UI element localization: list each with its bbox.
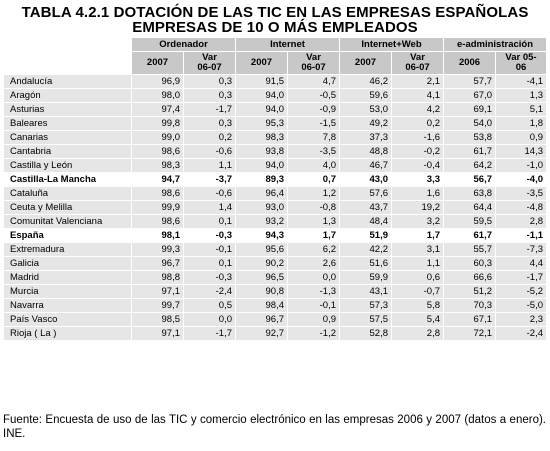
table-cell: 4,1 xyxy=(392,89,444,103)
table-cell: -2,4 xyxy=(184,285,236,299)
table-cell: 2,6 xyxy=(288,257,340,271)
table-cell: -1,3 xyxy=(288,285,340,299)
table-cell: 0,3 xyxy=(184,117,236,131)
table-row xyxy=(4,327,547,341)
table-cell: 90,2 xyxy=(236,257,288,271)
data-table xyxy=(3,37,547,341)
table-cell: 0,9 xyxy=(288,313,340,327)
table-cell: 2,8 xyxy=(496,215,547,229)
table-cell: -0,1 xyxy=(288,299,340,313)
table-cell: 43,0 xyxy=(340,173,392,187)
table-cell: 0,3 xyxy=(184,89,236,103)
header-sub-cell: Var 06-07 xyxy=(184,52,236,75)
title-line-2: EMPRESAS DE 10 O MÁS EMPLEADOS xyxy=(132,19,418,36)
row-label: Cantabria xyxy=(4,145,132,159)
table-cell: -0,3 xyxy=(184,271,236,285)
header-sub-cell: 2007 xyxy=(340,52,392,75)
row-label: Castilla-La Mancha xyxy=(4,173,132,187)
table-cell: -0,7 xyxy=(392,285,444,299)
table-cell: 0,5 xyxy=(184,299,236,313)
table-cell: 1,4 xyxy=(184,201,236,215)
table-cell: 99,0 xyxy=(132,131,184,145)
row-label: Comunitat Valenciana xyxy=(4,215,132,229)
table-cell: 72,1 xyxy=(444,327,496,341)
table-cell: 93,2 xyxy=(236,215,288,229)
table-row xyxy=(4,201,547,215)
table-row xyxy=(4,117,547,131)
table-cell: 97,4 xyxy=(132,103,184,117)
table-cell: 0,3 xyxy=(184,75,236,89)
table-cell: 0,1 xyxy=(184,215,236,229)
row-label: Castilla y León xyxy=(4,159,132,173)
table-cell: -1,7 xyxy=(496,271,547,285)
row-label: Baleares xyxy=(4,117,132,131)
row-label: Aragón xyxy=(4,89,132,103)
table-cell: 99,9 xyxy=(132,201,184,215)
table-cell: -0,6 xyxy=(184,187,236,201)
table-cell: 46,2 xyxy=(340,75,392,89)
table-cell: -3,5 xyxy=(288,145,340,159)
table-cell: -1,0 xyxy=(496,159,547,173)
table-cell: 94,7 xyxy=(132,173,184,187)
table-cell: 64,2 xyxy=(444,159,496,173)
table-cell: 48,4 xyxy=(340,215,392,229)
header-group-e-administracion: e-administración xyxy=(444,38,547,52)
table-cell: -0,9 xyxy=(288,103,340,117)
table-cell: 3,2 xyxy=(392,215,444,229)
table-cell: 1,8 xyxy=(496,117,547,131)
table-cell: -0,4 xyxy=(392,159,444,173)
table-cell: -0,8 xyxy=(288,201,340,215)
table-row xyxy=(4,89,547,103)
table-cell: 1,3 xyxy=(288,215,340,229)
table-cell: 1,7 xyxy=(288,229,340,243)
table-cell: -1,1 xyxy=(496,229,547,243)
table-cell: 1,2 xyxy=(288,187,340,201)
row-label: Navarra xyxy=(4,299,132,313)
table-row xyxy=(4,313,547,327)
title-line-1: TABLA 4.2.1 DOTACIÓN DE LAS TIC EN LAS EMPRESAS ESPAÑOLAS xyxy=(21,4,529,21)
table-cell: 0,2 xyxy=(392,117,444,131)
table-row xyxy=(4,243,547,257)
header-sub-cell: Var 05- 06 xyxy=(496,52,547,75)
table-cell: 60,3 xyxy=(444,257,496,271)
table-row xyxy=(4,131,547,145)
table-cell: -2,4 xyxy=(496,327,547,341)
table-cell: 99,3 xyxy=(132,243,184,257)
table-cell: 6,2 xyxy=(288,243,340,257)
table-cell: -0,3 xyxy=(184,229,236,243)
table-cell: 56,7 xyxy=(444,173,496,187)
table-cell: 96,7 xyxy=(132,257,184,271)
table-cell: 1,7 xyxy=(392,229,444,243)
row-label: Cataluña xyxy=(4,187,132,201)
table-cell: 66,6 xyxy=(444,271,496,285)
table-row xyxy=(4,75,547,89)
row-label: Asturias xyxy=(4,103,132,117)
table-row xyxy=(4,299,547,313)
table-cell: 5,4 xyxy=(392,313,444,327)
table-cell: 53,0 xyxy=(340,103,392,117)
table-cell: 48,8 xyxy=(340,145,392,159)
table-cell: 59,6 xyxy=(340,89,392,103)
table-cell: 97,1 xyxy=(132,285,184,299)
table-cell: 67,1 xyxy=(444,313,496,327)
table-cell: 57,5 xyxy=(340,313,392,327)
table-cell: 3,1 xyxy=(392,243,444,257)
table-cell: 2,3 xyxy=(496,313,547,327)
table-row xyxy=(4,187,547,201)
table-cell: 67,0 xyxy=(444,89,496,103)
table-cell: 98,6 xyxy=(132,215,184,229)
table-cell: 63,8 xyxy=(444,187,496,201)
table-cell: 1,1 xyxy=(392,257,444,271)
table-body xyxy=(4,75,547,341)
table-cell: 53,8 xyxy=(444,131,496,145)
table-cell: -7,3 xyxy=(496,243,547,257)
table-cell: 93,8 xyxy=(236,145,288,159)
table-cell: -3,5 xyxy=(496,187,547,201)
table-cell: 42,2 xyxy=(340,243,392,257)
row-label: Galicia xyxy=(4,257,132,271)
table-cell: 98,6 xyxy=(132,145,184,159)
table-cell: 1,6 xyxy=(392,187,444,201)
table-cell: 43,1 xyxy=(340,285,392,299)
table-cell: -1,5 xyxy=(288,117,340,131)
table-cell: 51,2 xyxy=(444,285,496,299)
table-row xyxy=(4,145,547,159)
table-cell: 0,0 xyxy=(184,313,236,327)
table-cell: -1,7 xyxy=(184,103,236,117)
table-cell: -1,6 xyxy=(392,131,444,145)
table-cell: 2,1 xyxy=(392,75,444,89)
table-cell: 4,0 xyxy=(288,159,340,173)
table-row xyxy=(4,285,547,299)
table-cell: -0,5 xyxy=(288,89,340,103)
table-cell: -4,1 xyxy=(496,75,547,89)
table-cell: 90,8 xyxy=(236,285,288,299)
table-cell: 19,2 xyxy=(392,201,444,215)
row-label: Madrid xyxy=(4,271,132,285)
table-cell: -0,6 xyxy=(184,145,236,159)
table-cell: 94,0 xyxy=(236,103,288,117)
table-cell: 1,1 xyxy=(184,159,236,173)
table-cell: 2,8 xyxy=(392,327,444,341)
table-cell: 97,1 xyxy=(132,327,184,341)
row-label: España xyxy=(4,229,132,243)
table-cell: 55,7 xyxy=(444,243,496,257)
table-cell: 96,4 xyxy=(236,187,288,201)
table-row xyxy=(4,271,547,285)
table-title xyxy=(0,0,550,35)
table-cell: 1,3 xyxy=(496,89,547,103)
table-cell: 96,9 xyxy=(132,75,184,89)
table-cell: 99,8 xyxy=(132,117,184,131)
table-cell: 93,0 xyxy=(236,201,288,215)
table-cell: 89,3 xyxy=(236,173,288,187)
table-cell: 61,7 xyxy=(444,229,496,243)
table-cell: 98,5 xyxy=(132,313,184,327)
row-label: Murcia xyxy=(4,285,132,299)
header-group-ordenador: Ordenador xyxy=(132,38,236,52)
row-label: Extremadura xyxy=(4,243,132,257)
table-cell: 98,4 xyxy=(236,299,288,313)
table-row xyxy=(4,173,547,187)
table-cell: 59,9 xyxy=(340,271,392,285)
table-cell: 7,8 xyxy=(288,131,340,145)
table-cell: 3,3 xyxy=(392,173,444,187)
table-cell: 94,0 xyxy=(236,159,288,173)
header-sub-cell: 2007 xyxy=(236,52,288,75)
table-row xyxy=(4,229,547,243)
table-cell: 61,7 xyxy=(444,145,496,159)
table-cell: 96,5 xyxy=(236,271,288,285)
table-cell: 52,8 xyxy=(340,327,392,341)
row-label: País Vasco xyxy=(4,313,132,327)
table-cell: 91,5 xyxy=(236,75,288,89)
table-cell: 57,3 xyxy=(340,299,392,313)
header-sub-cell: 2006 xyxy=(444,52,496,75)
table-cell: 0,6 xyxy=(392,271,444,285)
header-sub-row xyxy=(4,52,547,75)
table-cell: 54,0 xyxy=(444,117,496,131)
table-cell: 37,3 xyxy=(340,131,392,145)
table-cell: 4,4 xyxy=(496,257,547,271)
table-cell: -0,2 xyxy=(392,145,444,159)
table-cell: 98,1 xyxy=(132,229,184,243)
row-label: Ceuta y Melilla xyxy=(4,201,132,215)
header-corner-2 xyxy=(4,52,132,75)
header-group-internet-web: Internet+Web xyxy=(340,38,444,52)
header-sub-cell: Var 06-07 xyxy=(392,52,444,75)
table-cell: 46,7 xyxy=(340,159,392,173)
table-cell: 94,3 xyxy=(236,229,288,243)
table-row xyxy=(4,103,547,117)
table-cell: 57,6 xyxy=(340,187,392,201)
table-cell: 92,7 xyxy=(236,327,288,341)
header-corner xyxy=(4,38,132,52)
table-row xyxy=(4,159,547,173)
table-cell: 59,5 xyxy=(444,215,496,229)
table-cell: 96,7 xyxy=(236,313,288,327)
table-cell: 0,2 xyxy=(184,131,236,145)
table-cell: 95,3 xyxy=(236,117,288,131)
header-sub-cell: 2007 xyxy=(132,52,184,75)
table-cell: 0,0 xyxy=(288,271,340,285)
table-cell: -5,0 xyxy=(496,299,547,313)
header-group-row xyxy=(4,38,547,52)
table-cell: 0,1 xyxy=(184,257,236,271)
source-footnote: Fuente: Encuesta de uso de las TIC y comercio electrónico en las empresas 2006 y 2007 (datos a enero). INE. xyxy=(3,414,546,440)
row-label: Canarias xyxy=(4,131,132,145)
data-table-container xyxy=(3,37,546,341)
table-cell: 5,1 xyxy=(496,103,547,117)
header-group-internet: Internet xyxy=(236,38,340,52)
table-cell: 51,6 xyxy=(340,257,392,271)
table-cell: 49,2 xyxy=(340,117,392,131)
table-cell: 14,3 xyxy=(496,145,547,159)
table-cell: -1,2 xyxy=(288,327,340,341)
table-cell: 57,7 xyxy=(444,75,496,89)
table-cell: -1,7 xyxy=(184,327,236,341)
table-cell: 51,9 xyxy=(340,229,392,243)
table-cell: -4,8 xyxy=(496,201,547,215)
table-cell: 64,4 xyxy=(444,201,496,215)
table-cell: 98,0 xyxy=(132,89,184,103)
table-cell: 4,2 xyxy=(392,103,444,117)
table-cell: 98,3 xyxy=(236,131,288,145)
table-cell: 95,6 xyxy=(236,243,288,257)
table-cell: 98,6 xyxy=(132,187,184,201)
header-sub-cell: Var 06-07 xyxy=(288,52,340,75)
table-cell: 0,9 xyxy=(496,131,547,145)
table-cell: 43,7 xyxy=(340,201,392,215)
table-cell: -4,0 xyxy=(496,173,547,187)
table-cell: 70,3 xyxy=(444,299,496,313)
table-cell: 98,8 xyxy=(132,271,184,285)
table-cell: 99,7 xyxy=(132,299,184,313)
row-label: Andalucía xyxy=(4,75,132,89)
table-cell: -0,1 xyxy=(184,243,236,257)
table-cell: 69,1 xyxy=(444,103,496,117)
table-cell: 4,7 xyxy=(288,75,340,89)
table-cell: 0,7 xyxy=(288,173,340,187)
table-cell: -3,7 xyxy=(184,173,236,187)
table-row xyxy=(4,215,547,229)
table-cell: 5,8 xyxy=(392,299,444,313)
table-cell: 94,0 xyxy=(236,89,288,103)
table-cell: 98,3 xyxy=(132,159,184,173)
table-row xyxy=(4,257,547,271)
row-label: Rioja ( La ) xyxy=(4,327,132,341)
table-cell: -5,2 xyxy=(496,285,547,299)
